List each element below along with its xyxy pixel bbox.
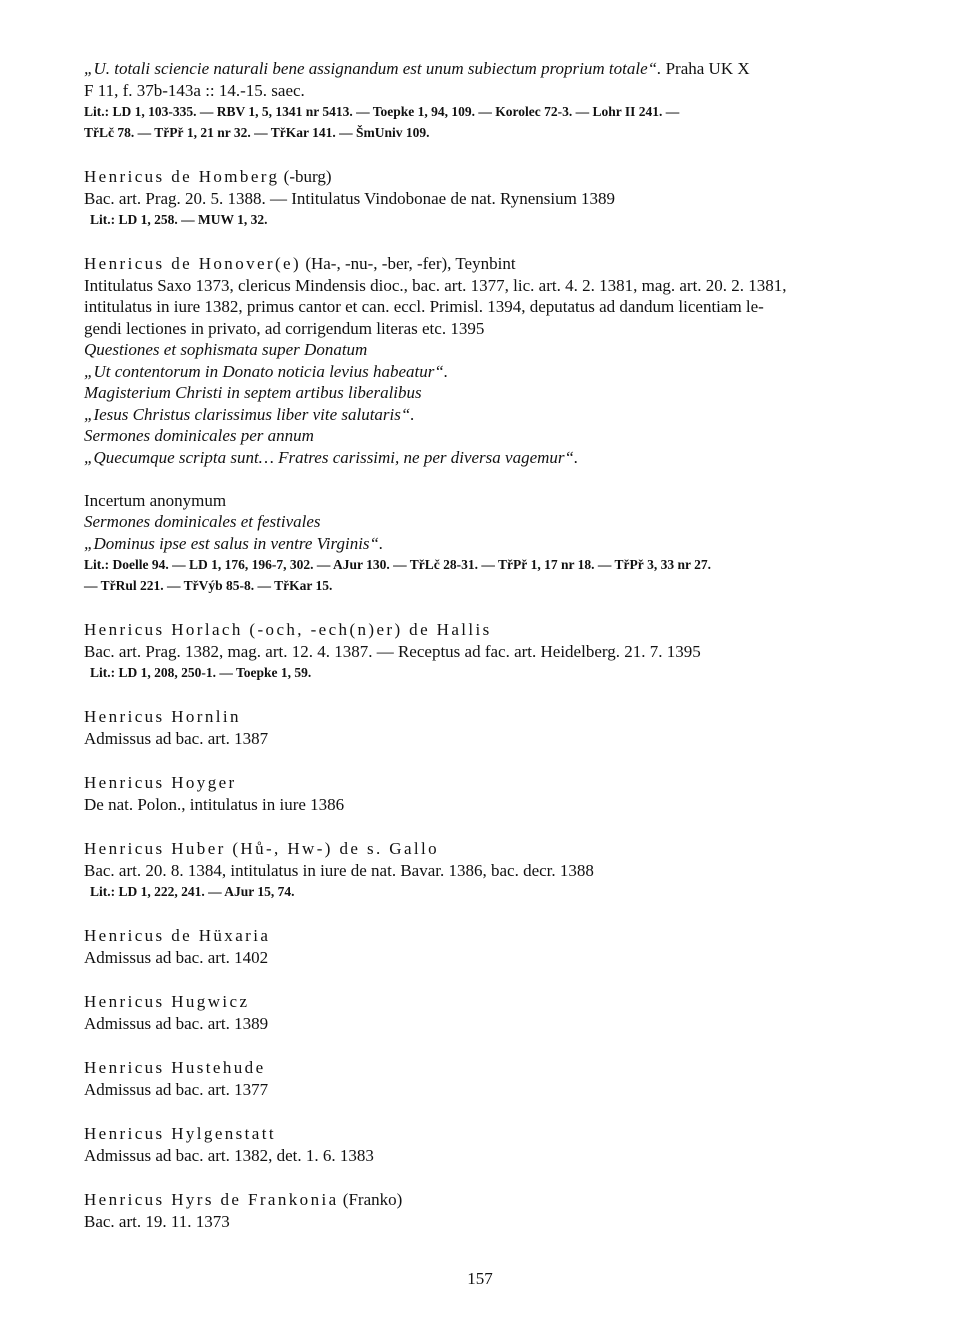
entry-text-line: Admissus ad bac. art. 1382, det. 1. 6. 1383 [84,1145,374,1165]
spacer [84,468,904,490]
entry-text-line: Bac. art. 20. 8. 1384, intitulatus in iure de nat. Bavar. 1386, bac. decr. 1388 [84,860,594,880]
entry-name: Henricus Hylgenstatt [84,1124,276,1143]
entry-text-line: F 11, f. 37b-143a :: 14.-15. saec. [84,80,305,100]
entry-text-line: Admissus ad bac. art. 1389 [84,1013,269,1033]
work-title-line: „Iesus Christus clarissimus liber vite salutaris“. [84,404,415,424]
page-number: 157 [467,1269,493,1288]
entry-name-variants: (Ha-, -nu-, -ber, -fer), Teynbint [301,254,516,273]
work-title-line: Questiones et sophismata super Donatum [84,340,368,359]
entry-text-line: intitulatus in iure 1382, primus cantor et can. eccl. Primisl. 1394, deputatus ad dandum licentiam le- [84,297,764,316]
entry [84,925,904,968]
entry [84,619,904,683]
entry-heading [84,166,904,188]
entry-name: Henricus Horlach (-och, -ech(n)er) de Hallis [84,620,492,639]
entry-heading [84,1057,904,1079]
work-title-line: Magisterium Christi in septem artibus liberalibus [84,383,422,402]
entry-text-line: De nat. Polon., intitulatus in iure 1386 [84,794,345,814]
entry-text-line: gendi lectiones in privato, ad corrigendum literas etc. 1395 [84,318,485,338]
literature-line: Lit.: Doelle 94. — LD 1, 176, 196-7, 302. — AJur 130. — TřLč 28-31. — TřPř 1, 17 nr 18. — TřPř 3, 33 nr 27. [84,557,711,572]
entry-name-variants: (Franko) [338,1190,403,1209]
entry-name: Henricus Hustehude [84,1058,266,1077]
entry [84,1189,904,1232]
entry-text-line: Admissus ad bac. art. 1387 [84,728,269,748]
entry-heading [84,1123,904,1145]
entry [84,772,904,815]
entry-name: Henricus de Honover(e) [84,254,302,273]
entry-heading [84,253,904,275]
entry [84,1123,904,1166]
entry [84,706,904,749]
entry-heading [84,838,904,860]
entry-text-line: Admissus ad bac. art. 1402 [84,947,269,967]
entry-heading [84,1189,904,1211]
entry-text-line: Bac. art. Prag. 1382, mag. art. 12. 4. 1387. — Receptus ad fac. art. Heidelberg. 21. 7. 1395 [84,641,701,661]
entry-text-line: Admissus ad bac. art. 1377 [84,1079,269,1099]
work-title-line: Sermones dominicales per annum [84,426,314,445]
literature-line: Lit.: LD 1, 208, 250-1. — Toepke 1, 59. [90,665,312,680]
entry-name: Henricus de Hüxaria [84,926,271,945]
entry-name: Henricus de Homberg [84,167,280,186]
entry [84,166,904,230]
literature-line: Lit.: LD 1, 222, 241. — AJur 15, 74. [90,884,295,899]
literature-line: — TřRul 221. — TřVýb 85-8. — TřKar 15. [84,578,333,593]
entry-heading [84,706,904,728]
manuscript-reference: Praha UK X [661,59,750,78]
entry-name: Henricus Hugwicz [84,992,250,1011]
entry-name-variants: (-burg) [279,167,332,186]
entry-text-line: Incertum anonymum [84,490,227,510]
entry [84,838,904,902]
work-title-line: Sermones dominicales et festivales [84,512,321,531]
entry-text-line [84,58,904,80]
literature-line: Lit.: LD 1, 258. — MUW 1, 32. [90,212,268,227]
incipit: „U. totali sciencie naturali bene assignandum est unum subiectum proprium totale“. [84,59,662,78]
work-title-line: „Dominus ipse est salus in ventre Virginis“. [84,533,384,553]
entry-heading [84,619,904,641]
entry-heading [84,925,904,947]
entry-text-line: Bac. art. 19. 11. 1373 [84,1211,230,1231]
entry-name: Henricus Huber (Hů-, Hw-) de s. Gallo [84,839,440,858]
entry-name: Henricus Hornlin [84,707,241,726]
entry [84,1057,904,1100]
entry-text-line: Intitulatus Saxo 1373, clericus Mindensis dioc., bac. art. 1377, lic. art. 4. 2. 1381, mag. art. 20. 2. 1381, [84,275,787,295]
entry-text-line: Bac. art. Prag. 20. 5. 1388. — Intitulatus Vindobonae de nat. Rynensium 1389 [84,188,616,208]
entry [84,58,904,143]
document-page [84,58,904,1232]
entry-heading [84,772,904,794]
entry [84,253,904,596]
work-title-line: „Ut contentorum in Donato noticia levius habeatur“. [84,361,449,381]
entry-name: Henricus Hyrs de Frankonia [84,1190,339,1209]
work-title-line: „Quecumque scripta sunt… Fratres carissimi, ne per diversa vagemur“. [84,447,579,467]
entry-heading [84,991,904,1013]
literature-line: Lit.: LD 1, 103-335. — RBV 1, 5, 1341 nr 5413. — Toepke 1, 94, 109. — Korolec 72-3. — Lohr II 241. — [84,104,680,119]
entry [84,991,904,1034]
entry-name: Henricus Hoyger [84,773,237,792]
literature-line: TřLč 78. — TřPř 1, 21 nr 32. — TřKar 141. — ŠmUniv 109. [84,125,430,140]
